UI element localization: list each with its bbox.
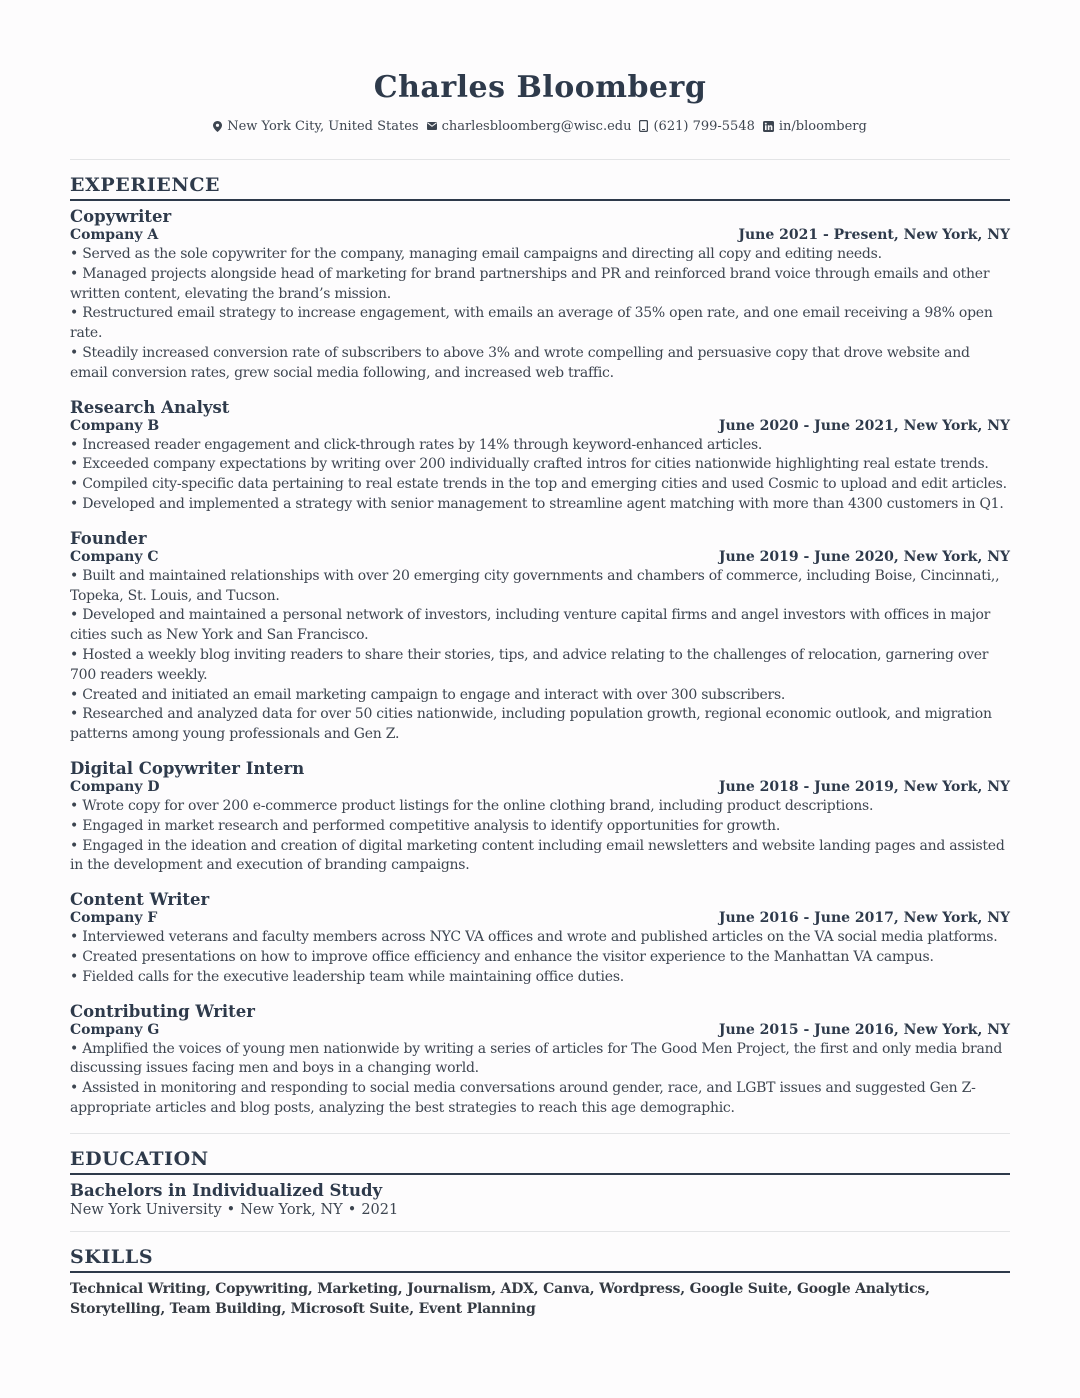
bullet-item: • Hosted a weekly blog inviting readers to share their stories, tips, and advice relating to the challenges of relocation, garnering over 700 readers weekly. [70,646,989,683]
bullet-item: • Engaged in the ideation and creation of digital marketing content including email newsletters and website landing pages and assisted in the development and execution of branding campaigns. [70,837,1005,874]
resume-content [70,68,1010,1319]
degree-title: Bachelors in Individualized Study [70,1180,383,1200]
bullet-item: • Created and initiated an email marketing campaign to engage and interact with over 300 subscribers. [70,686,786,703]
contact-email[interactable] [427,119,632,134]
location-text: New York City, United States [227,118,419,134]
contact-linkedin[interactable] [763,119,867,134]
candidate-name: Charles Bloomberg [373,70,707,105]
skills-section [70,1232,1010,1319]
bullet-item: • Assisted in monitoring and responding to social media conversations around gender, race, and LGBT issues and suggested Gen Z-appropriate articles and blog posts, analyzing the best strategies to reach this age demographic. [70,1080,976,1116]
job-title: Content Writer [70,890,210,910]
job-entry [70,1002,1010,1119]
job-bullets [70,797,1010,876]
company-name: Company D [70,778,160,795]
job-title: Research Analyst [70,397,230,417]
company-name: Company C [70,548,159,565]
school-location: New York, NY [240,1201,343,1218]
job-title: Founder [70,528,147,548]
job-bullets [70,436,1010,515]
education-details [70,1201,1010,1219]
bullet-item: • Created presentations on how to improve office efficiency and enhance the visitor experience to the Manhattan VA campus. [70,948,934,965]
job-dates-location: June 2020 - June 2021, New York, NY [718,417,1010,434]
bullet-item: • Steadily increased conversion rate of subscribers to above 3% and wrote compelling and persuasive copy that drove website and email conversion rates, grew social media following, and increased web traffic. [70,344,970,381]
education-section [70,1134,1010,1219]
linkedin-icon [763,121,774,132]
school-name: New York University [70,1201,222,1218]
bullet-item: • Wrote copy for over 200 e-commerce product listings for the online clothing brand, including product descriptions. [70,797,874,814]
company-name: Company B [70,417,160,434]
company-name: Company G [70,1021,160,1038]
job-dates-location: June 2018 - June 2019, New York, NY [718,778,1010,795]
company-name: Company A [70,227,159,243]
job-meta [70,227,1010,243]
job-bullets [70,928,1010,987]
bullet-item: • Compiled city-specific data pertaining to real estate trends in the top and emerging cities and used Cosmic to upload and edit articles. [70,476,1007,493]
location-pin-icon [213,121,222,132]
job-dates-location: June 2016 - June 2017, New York, NY [718,910,1010,927]
bullet-item: • Exceeded company expectations by writing over 200 individually crafted intros for cities nationwide highlighting real estate trends. [70,456,989,473]
job-bullets [70,567,1010,745]
job-entry [70,759,1010,876]
bullet-item: • Amplified the voices of young men nationwide by writing a series of articles for The Good Men Project, the first and only media brand discussing issues facing men and boys in a changing world. [70,1040,1003,1077]
job-meta [70,549,1010,565]
job-entry [70,207,1010,384]
section-underline [70,199,1010,201]
bullet-item: • Served as the sole copywriter for the company, managing email campaigns and directing all copy and editing needs. [70,246,882,262]
contact-phone[interactable] [639,119,754,134]
section-underline [70,1173,1010,1175]
job-dates-location: June 2019 - June 2020, New York, NY [718,548,1010,565]
experience-heading: EXPERIENCE [70,174,221,196]
bullet-item: • Increased reader engagement and click-through rates by 14% through keyword-enhanced articles. [70,436,763,453]
job-entry [70,398,1010,515]
job-bullets [70,245,1010,384]
experience-section [70,160,1010,1119]
job-meta [70,418,1010,434]
graduation-year: 2021 [361,1201,399,1218]
job-dates-location: June 2015 - June 2016, New York, NY [718,1021,1010,1038]
bullet-item: • Researched and analyzed data for over 50 cities nationwide, including population growth, regional economic outlook, and migration patterns among young professionals and Gen Z. [70,706,992,743]
job-meta [70,779,1010,795]
bullet-item: • Engaged in market research and performed competitive analysis to identify opportunities for growth. [70,817,781,834]
separator: • [226,1201,236,1218]
job-meta [70,910,1010,926]
bullet-item: • Restructured email strategy to increase engagement, with emails an average of 35% open rate, and one email receiving a 98% open rate. [70,305,993,342]
contact-bar [70,116,1010,136]
linkedin-text: in/bloomberg [778,118,867,134]
skills-list: Technical Writing, Copywriting, Marketing, Journalism, ADX, Canva, Wordpress, Google Suite, Google Analytics, Storytelling, Team Building, Microsoft Suite, Event Planning [70,1280,930,1317]
phone-text: (621) 799-5548 [653,118,755,134]
job-entry [70,529,1010,745]
company-name: Company F [70,910,158,927]
section-underline [70,1271,1010,1273]
skills-heading: SKILLS [70,1245,154,1268]
job-title: Copywriter [70,207,172,226]
bullet-item: • Developed and maintained a personal network of investors, including venture capital firms and angel investors with offices in major cities such as New York and San Francisco. [70,607,991,644]
separator: • [347,1201,357,1218]
bullet-item: • Managed projects alongside head of marketing for brand partnerships and PR and reinforced brand voice through emails and other written content, elevating the brand’s mission. [70,265,990,302]
contact-location [213,119,418,134]
bullet-item: • Interviewed veterans and faculty members across NYC VA offices and wrote and published articles on the VA social media platforms. [70,929,998,946]
bullet-item: • Developed and implemented a strategy with senior management to streamline agent matching with more than 4300 customers in Q1. [70,495,1004,512]
jobs-list [70,207,1010,1119]
job-dates-location: June 2021 - Present, New York, NY [738,227,1010,243]
job-bullets [70,1040,1010,1119]
bullet-item: • Built and maintained relationships with over 20 emerging city governments and chambers of commerce, including Boise, Cincinnati,, Topeka, St. Louis, and Tucson. [70,567,1000,604]
bullet-item: • Fielded calls for the executive leadership team while maintaining office duties. [70,968,624,985]
job-title: Digital Copywriter Intern [70,758,305,778]
job-title: Contributing Writer [70,1001,255,1021]
job-meta [70,1022,1010,1038]
phone-icon [639,120,648,132]
email-text: charlesbloomberg@wisc.edu [441,118,632,134]
mail-icon [427,122,437,130]
job-entry [70,890,1010,987]
education-heading: EDUCATION [70,1147,209,1170]
